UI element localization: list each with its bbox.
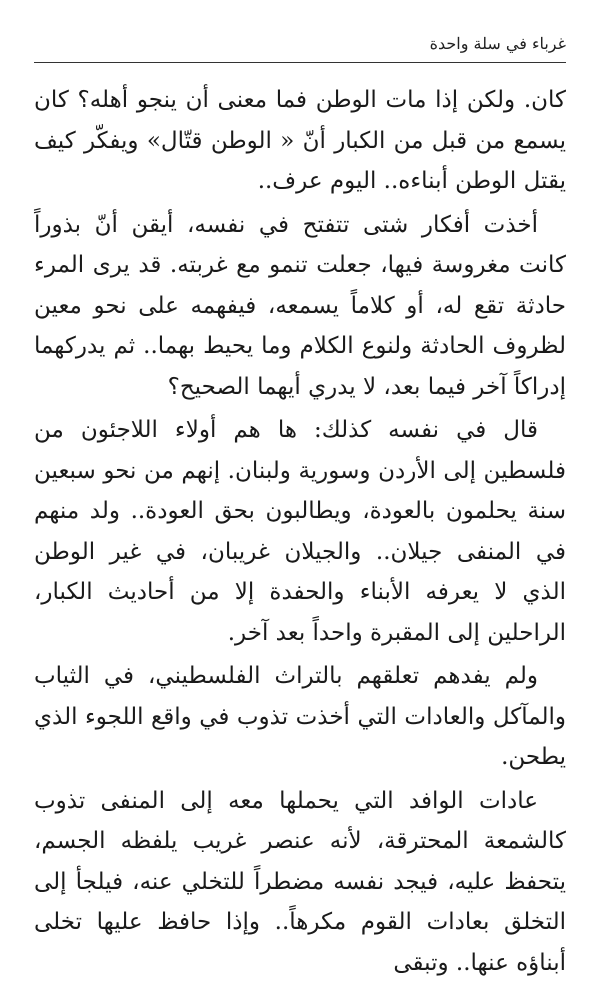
paragraph-1: كان. ولكن إذا مات الوطن فما معنى أن ينجو أهله؟ كان يسمع من قبل من الكبار أنّ « الوطن قتّال» ويفكّر كيف يقتل الوطن أبناءه.. اليوم عرف.. xyxy=(34,87,566,194)
paragraph-2: أخذت أفكار شتى تتفتح في نفسه، أيقن أنّ بذوراً كانت مغروسة فيها، جعلت تنمو مع غربته. قد يرى المرء حادثة تقع له، أو كلاماً يسمعه، فيفهمه على نحو معين لظروف الحادثة ولنوع الكلام وما يحيط بهما.. ثم يدركهما إدراكاً آخر فيما بعد، لا يدري أيهما الصحيح؟ xyxy=(34,211,566,400)
header-divider xyxy=(34,62,566,63)
paragraph-5: عادات الوافد التي يحملها معه إلى المنفى تذوب كالشمعة المحترقة، لأنه عنصر غريب يلفظه الجسم، يتحفظ عليه، فيجد نفسه مضطراً للتخلي عنه، فيلجأ إلى التخلق بعادات القوم مكرهاً.. وإذا حافظ عليها تخلى أبناؤه عنها.. وتبقى xyxy=(34,787,566,976)
body-text xyxy=(34,80,566,986)
paragraph-3: قال في نفسه كذلك: ها هم أولاء اللاجئون من فلسطين إلى الأردن وسورية ولبنان. إنهم من نحو سبعين سنة يحلمون بالعودة، ويطالبون بحق العودة.. ولد منهم في المنفى جيلان.. والجيلان غريبان، في غير الوطن الذي لا يعرفه الأبناء والحفدة إلا من أحاديث الكبار، الراحلين إلى المقبرة واحداً بعد آخر. xyxy=(34,417,566,646)
running-header: غرباء في سلة واحدة xyxy=(429,34,566,53)
paragraph-4: ولم يفدهم تعلقهم بالتراث الفلسطيني، في الثياب والمآكل والعادات التي أخذت تذوب في واقع اللجوء الذي يطحن. xyxy=(34,663,566,770)
